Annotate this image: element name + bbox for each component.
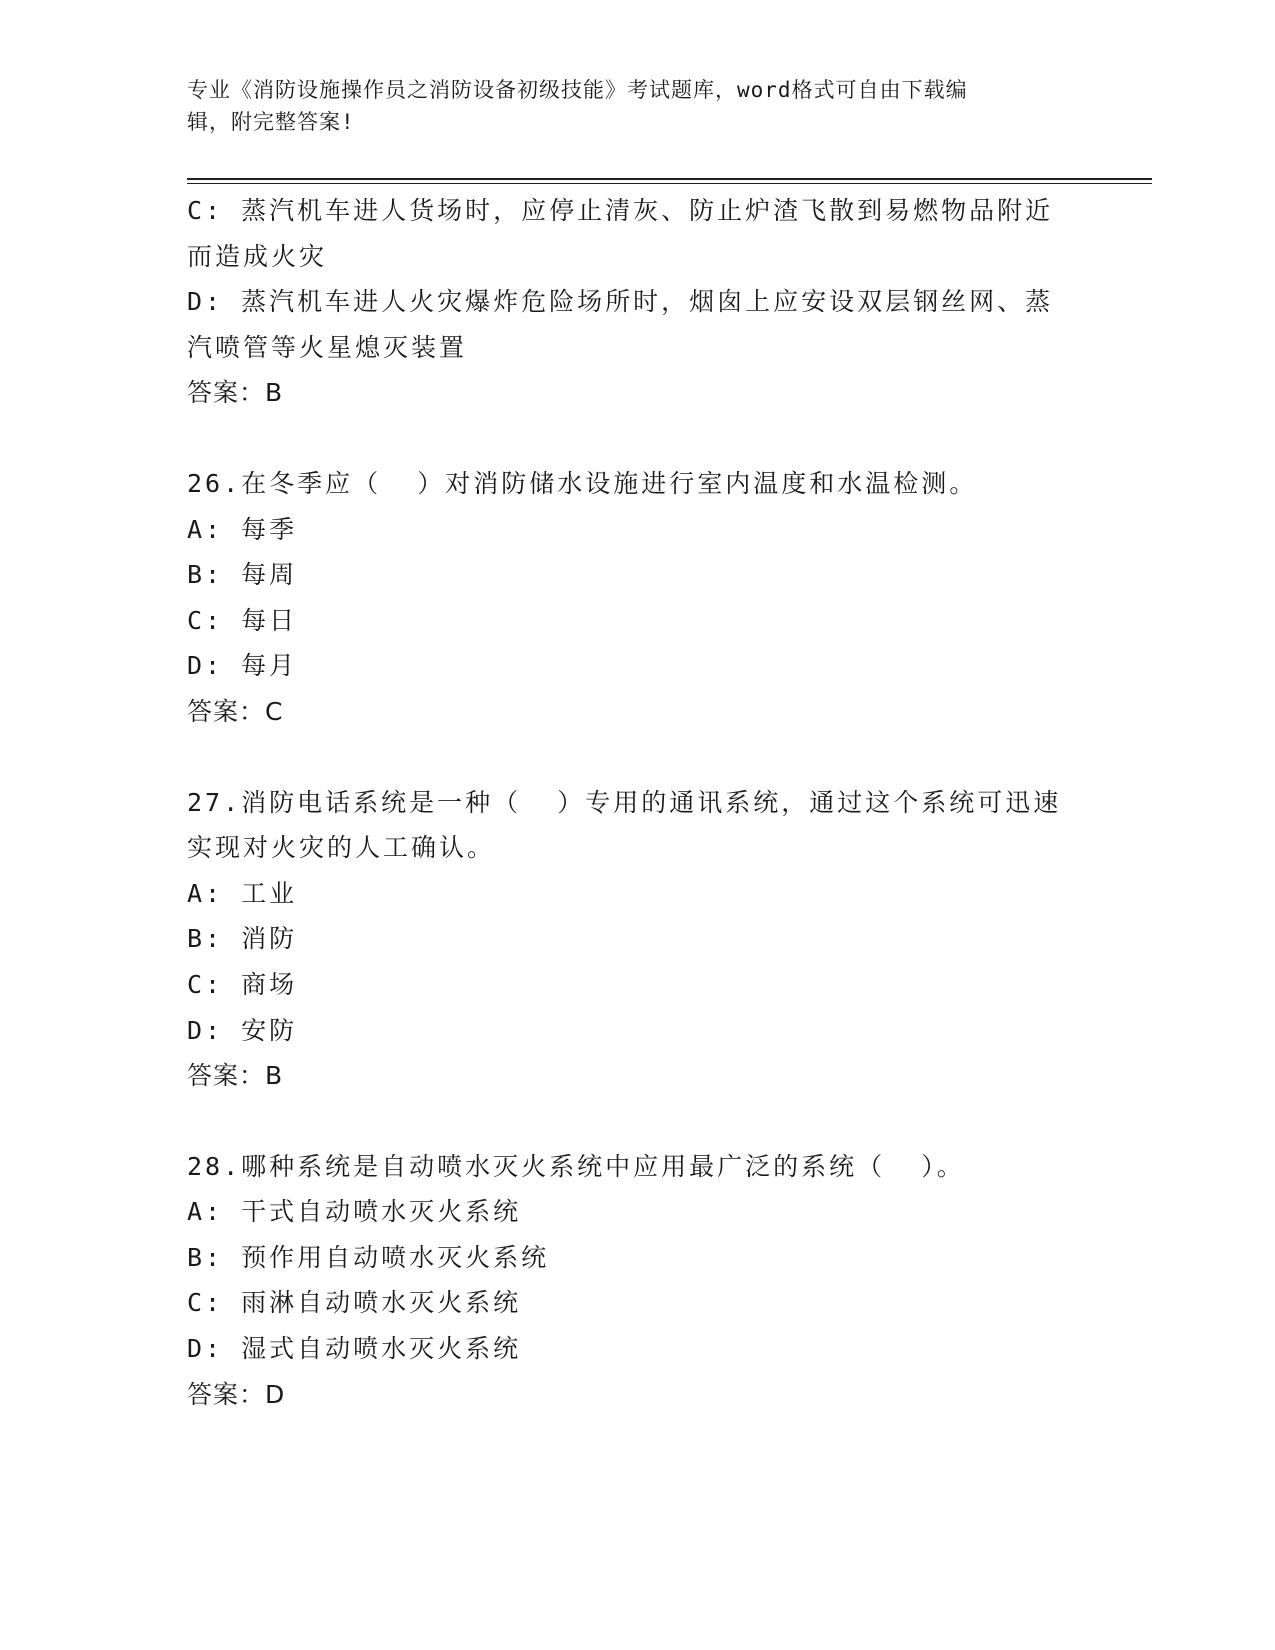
option-c: C: 雨淋自动喷水灭火系统 bbox=[187, 1288, 522, 1318]
question-stem: 27.消防电话系统是一种（ ）专用的通讯系统，通过这个系统可迅速 bbox=[187, 787, 1062, 817]
spacer bbox=[187, 735, 1087, 780]
option-c: C: 每日 bbox=[187, 605, 298, 635]
header-divider-thin bbox=[187, 183, 1152, 184]
answer-label: 答案：B bbox=[187, 378, 284, 408]
document-header bbox=[187, 74, 1077, 138]
spacer bbox=[187, 1099, 1087, 1144]
option-d-continued: 汽喷管等火星熄灭装置 bbox=[187, 332, 468, 362]
option-d: D: 湿式自动喷水灭火系统 bbox=[187, 1334, 522, 1364]
header-title-line2: 辑，附完整答案! bbox=[187, 110, 355, 134]
option-b: B: 预作用自动喷水灭火系统 bbox=[187, 1242, 550, 1272]
option-a: A: 工业 bbox=[187, 878, 298, 908]
question-content bbox=[187, 188, 1087, 1417]
option-b: B: 消防 bbox=[187, 924, 298, 954]
option-d: D: 蒸汽机车进人火灾爆炸危险场所时，烟囱上应安设双层钢丝网、蒸 bbox=[187, 287, 1054, 317]
answer-label: 答案：D bbox=[187, 1379, 286, 1409]
answer-label: 答案：B bbox=[187, 1061, 284, 1091]
question-28 bbox=[187, 1144, 1087, 1418]
question-27 bbox=[187, 780, 1087, 1099]
option-d: D: 每月 bbox=[187, 651, 298, 681]
header-title-line1: 专业《消防设施操作员之消防设备初级技能》考试题库，word格式可自由下载编 bbox=[187, 78, 968, 102]
option-c: C: 蒸汽机车进人货场时，应停止清灰、防止炉渣飞散到易燃物品附近 bbox=[187, 196, 1054, 225]
prev-question-block bbox=[187, 188, 1087, 416]
option-a: A: 干式自动喷水灭火系统 bbox=[187, 1197, 522, 1227]
answer-label: 答案：C bbox=[187, 696, 284, 726]
spacer bbox=[187, 416, 1087, 461]
header-divider-thick bbox=[187, 178, 1152, 180]
option-d: D: 安防 bbox=[187, 1015, 298, 1045]
question-stem: 28.哪种系统是自动喷水灭火系统中应用最广泛的系统（ ）。 bbox=[187, 1151, 965, 1181]
option-c: C: 商场 bbox=[187, 969, 298, 999]
option-a: A: 每季 bbox=[187, 514, 298, 544]
question-stem-continued: 实现对火灾的人工确认。 bbox=[187, 833, 496, 863]
question-stem: 26.在冬季应（ ）对消防储水设施进行室内温度和水温检测。 bbox=[187, 468, 978, 498]
option-c-continued: 而造成火灾 bbox=[187, 241, 328, 271]
option-b: B: 每周 bbox=[187, 560, 298, 590]
question-26 bbox=[187, 461, 1087, 735]
